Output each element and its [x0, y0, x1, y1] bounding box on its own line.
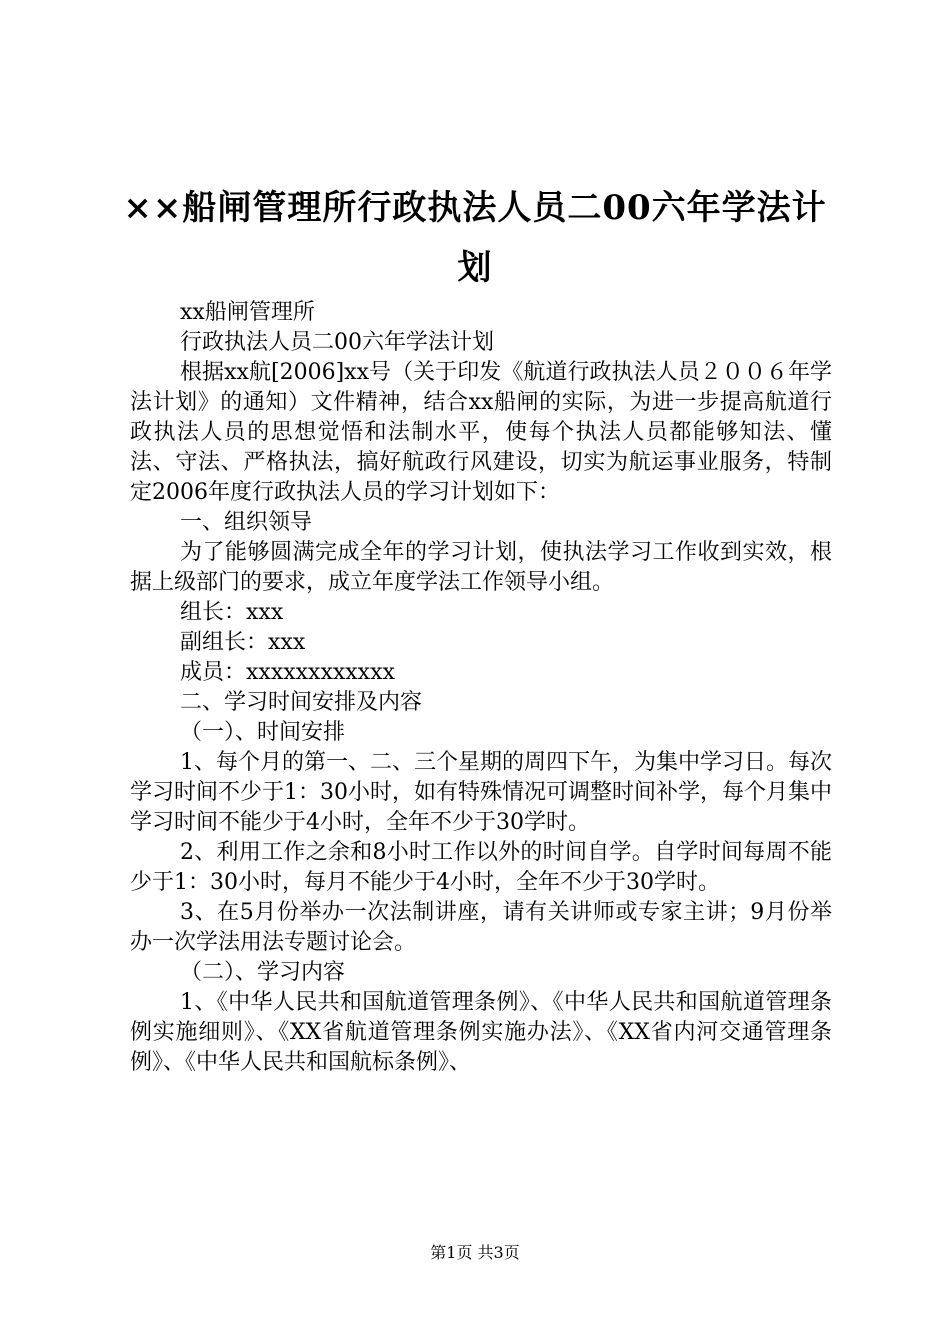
paragraph-deputy-leader: 副组长：xxx — [180, 630, 306, 655]
subsection-heading-time: （一）、时间安排 — [180, 720, 346, 745]
subsection-heading-content: （二）、学习内容 — [180, 960, 346, 985]
paragraph-leader: 组长：xxx — [180, 600, 284, 625]
paragraph-time-item-1: 1、每个月的第一、二、三个星期的周四下午，为集中学习日。每次学习时间不少于1：30小时，如有特殊情况可调整时间补学，每个月集中学习时间不能少于4小时，全年不少于30学时。 — [130, 750, 832, 835]
document-title: ××船闸管理所行政执法人员二00六年学法计划 — [123, 188, 827, 288]
section-heading-organization: 一、组织领导 — [180, 510, 313, 535]
paragraph-content-item-1: 1、《中华人民共和国航道管理条例》、《中华人民共和国航道管理条例实施细则》、《XX省航道管理条例实施办法》、《XX省内河交通管理条例》、《中华人民共和国航标条例》、 — [130, 990, 832, 1075]
page-footer: 第1页 共3页 — [430, 1243, 520, 1262]
section-heading-schedule: 二、学习时间安排及内容 — [180, 690, 423, 715]
paragraph-time-item-2: 2、利用工作之余和8小时工作以外的时间自学。自学时间每周不能少于1：30小时，每月不能少于4小时，全年不少于30学时。 — [130, 840, 832, 895]
paragraph-organization: xx船闸管理所 — [180, 300, 315, 325]
document-body — [130, 298, 832, 1078]
paragraph-subtitle: 行政执法人员二00六年学法计划 — [180, 330, 494, 355]
paragraph-intro: 根据xx航[2006]xx号（关于印发《航道行政执法人员２００６年学法计划》的通知）文件精神，结合xx船闸的实际，为进一步提高航道行政执法人员的思想觉悟和法制水平，使每个执法人员都能够知法、懂法、守法、严格执法，搞好航政行风建设，切实为航运事业服务，特制定2006年度行政执法人员的学习计划如下： — [130, 360, 832, 505]
paragraph-members: 成员：xxxxxxxxxxxx — [180, 660, 395, 685]
paragraph-organization-detail: 为了能够圆满完成全年的学习计划，使执法学习工作收到实效，根据上级部门的要求，成立年度学法工作领导小组。 — [130, 540, 832, 595]
paragraph-time-item-3: 3、在5月份举办一次法制讲座，请有关讲师或专家主讲；9月份举办一次学法用法专题讨论会。 — [130, 900, 832, 955]
